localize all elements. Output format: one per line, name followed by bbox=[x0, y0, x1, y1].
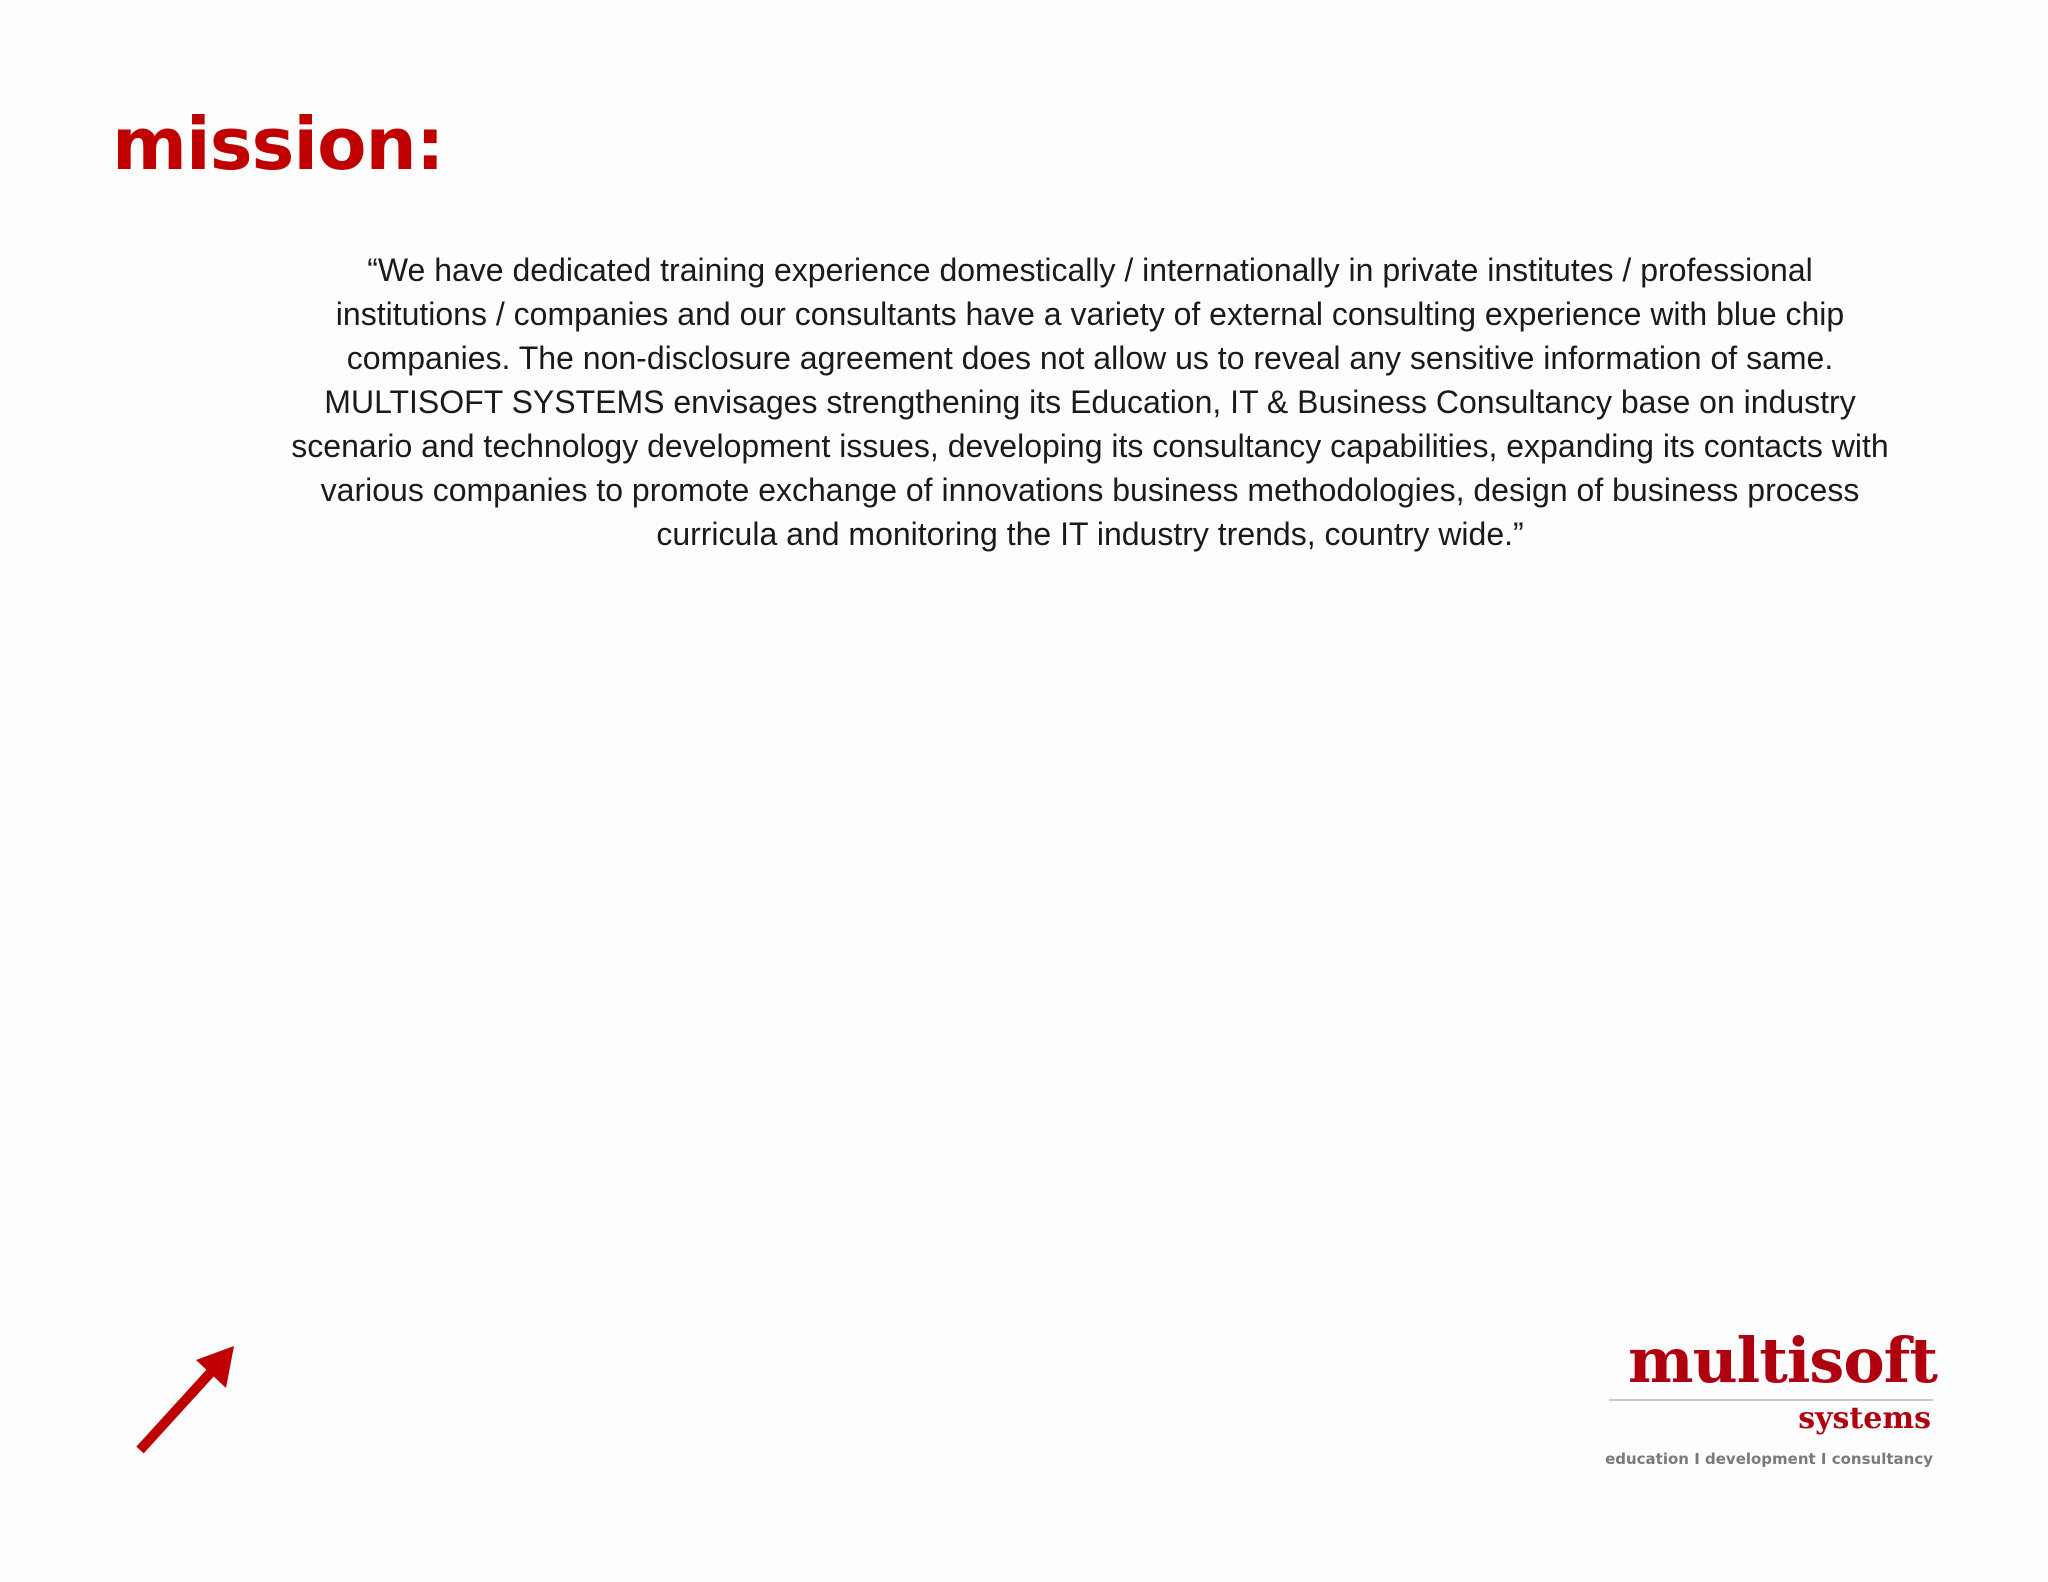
mission-statement: “We have dedicated training experience domestically / internationally in private institutes / professional institutions / companies and our consultants have a variety of external consulting experience with blue chip companies. The non-disclosure agreement does not allow us to reveal any sensitive information of same. MULTISOFT SYSTEMS envisages strengthening its Education, IT & Business Consultancy base on industry scenario and technology development issues, developing its consultancy capabilities, expanding its contacts with various companies to promote exchange of innovations business methodologies, design of business process curricula and monitoring the IT industry trends, country wide.” bbox=[291, 252, 1889, 552]
logo-wordmark: multisoft bbox=[1628, 1324, 1937, 1397]
logo-tagline: education I development I consultancy bbox=[1605, 1450, 1933, 1468]
company-logo bbox=[1595, 1324, 1955, 1480]
slide-title: mission: bbox=[112, 102, 444, 186]
logo-subtitle: systems bbox=[1798, 1401, 1931, 1436]
arrow-up-right-icon bbox=[130, 1330, 250, 1460]
